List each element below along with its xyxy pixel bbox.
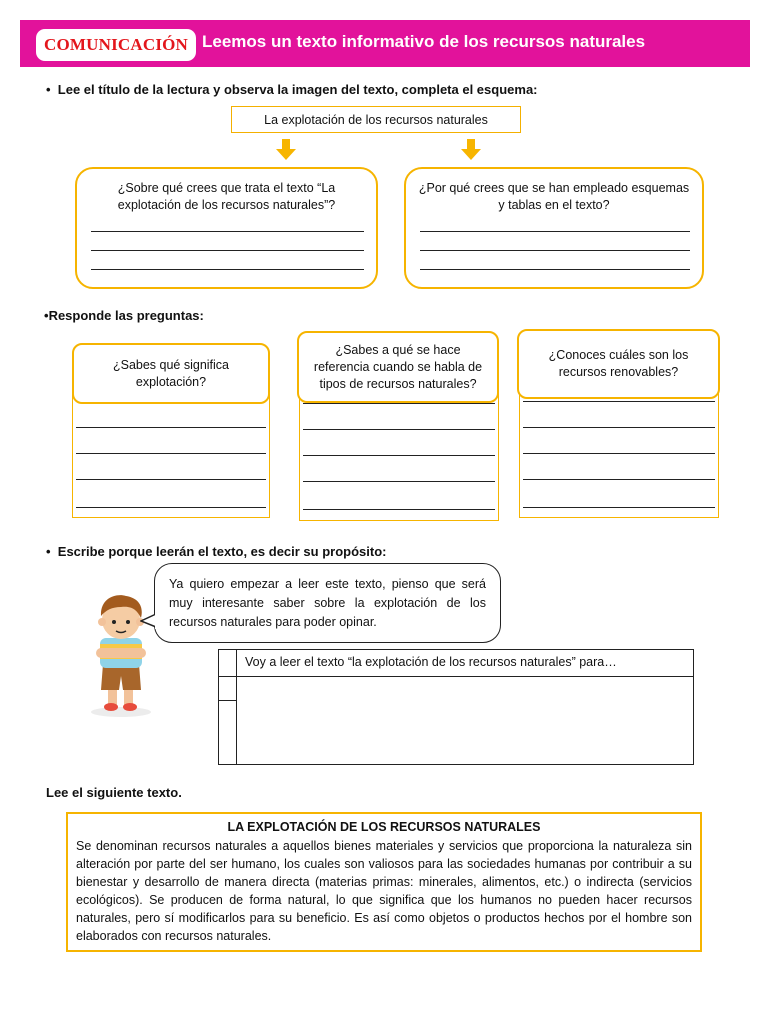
answer-lines[interactable] [420,213,690,270]
table-divider [219,676,693,677]
question-box-right[interactable] [404,167,704,289]
question-card-1: ¿Sabes qué significa explotación? [72,343,270,404]
arrow-down-icon [275,139,297,161]
instruction-1 [46,82,538,97]
bullet: • [44,308,49,323]
answer-lines[interactable] [91,213,364,270]
question-card-2: ¿Sabes a qué se hace referencia cuando se habla de tipos de recursos naturales? [297,331,499,403]
table-divider [219,700,237,701]
bullet: • [46,544,58,559]
reading-body: Se denominan recursos naturales a aquellos bienes materiales y servicios que proporciona la naturaleza sin alteración por parte del ser humano, los cuales son valiosos para las sociedades humanas por contribuir a su bienestar y desarrollo de manera directa (materias primas: minerales, alimentos, etc.) o indirecta (servicios ecológicos). Se producen de forma natural, lo que significa que los humanos no pueden hacer recursos naturales, pero sí modificarlos para su beneficio. Es así como objetos o productos hechos por el hombre son elaborados con recursos naturales. [76,839,692,943]
subject-label: COMUNICACIÓN [43,35,189,54]
speech-bubble [154,563,501,643]
question-right: ¿Por qué crees que se han empleado esquemas y tablas en el texto? [418,181,690,212]
speech-bubble-text: Ya quiero empezar a leer este texto, pienso que será muy interesante saber sobre la explotación de los recursos naturales para poder opinar. [169,577,486,629]
reading-title-text: La explotación de los recursos naturales [264,112,488,127]
instruction-3 [46,544,386,559]
purpose-table[interactable] [218,649,694,765]
instruction-2-text: Responde las preguntas: [48,308,204,323]
bullet: • [46,82,58,97]
page-title: Leemos un texto informativo de los recursos naturales [202,32,646,51]
speech-bubble-tail [140,612,158,630]
instruction-1-text: Lee el título de la lectura y observa la imagen del texto, completa el esquema: [57,82,538,97]
arrow-down-icon [460,139,482,161]
reading-title-box [231,106,521,133]
table-margin-column [219,650,237,764]
child-illustration [86,588,156,718]
reading-heading: LA EXPLOTACIÓN DE LOS RECURSOS NATURALES [227,820,541,834]
purpose-prompt: Voy a leer el texto “la explotación de los recursos naturales” para… [245,655,617,669]
instruction-3-text: Escribe porque leerán el texto, es decir su propósito: [57,544,387,559]
question-card-3: ¿Conoces cuáles son los recursos renovables? [517,329,720,399]
instruction-2 [44,308,204,323]
reading-text-box [66,812,702,952]
question-left: ¿Sobre qué crees que trata el texto “La explotación de los recursos naturales”? [117,181,336,212]
question-box-left[interactable] [75,167,378,289]
header-banner [20,20,750,67]
subject-badge [36,29,196,61]
instruction-4: Lee el siguiente texto. [46,785,182,800]
